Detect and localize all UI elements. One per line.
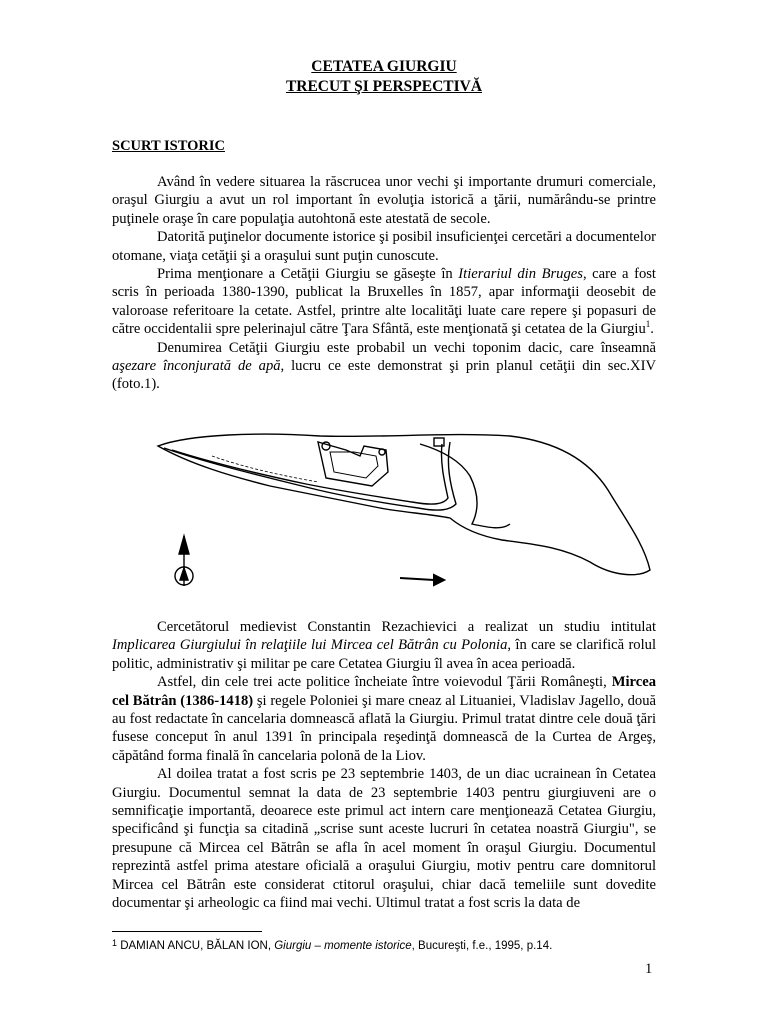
section-heading: SCURT ISTORIC (112, 138, 225, 154)
paragraph-text: Datorită puţinelor documente istorice şi posibil insuficienţei cercetări a documentelor otomane, viaţa cetăţii şi a oraşului sunt puţin cunoscute. (112, 229, 656, 264)
ruler-name: Mircea cel Bătrân (1386-1418) (112, 674, 656, 709)
paragraph (112, 228, 656, 265)
paragraph (112, 673, 656, 765)
paragraph-text: Denumirea Cetăţii Giurgiu este probabil un vechi toponim dacic, care înseamnă (157, 339, 656, 356)
outer-wall (164, 442, 456, 510)
footnote-number: 1 (112, 938, 118, 948)
paragraph (112, 618, 656, 673)
ditch-line (212, 456, 318, 482)
footnote-work: Giurgiu – momente istorice (274, 940, 412, 952)
emphasis-text: aşezare înconjurată de apă (112, 358, 281, 375)
text-block-history (112, 173, 656, 394)
island-outline (158, 434, 650, 575)
paragraph-text: şi regele Poloniei şi mare cneaz al Lituaniei, Vladislav Jagello, două au fost redactate în cancelaria domnească aflată la Giurgiu. Primul tratat dintre cele două ţări fusese conceput în anul 1391 în principala reşedinţă domnească de la Curtea de Argeş, căpătând forma finală în cancelaria polonă de la Liov. (112, 692, 656, 764)
title-line-1: CETATEA GIURGIU (311, 58, 457, 75)
paragraph-text: Al doilea tratat a fost scris pe 23 septembrie 1403, de un diac ucrainean în Cetatea Giurgiu. Documentul semnat la data de 23 septembrie 1403 pentru giurgiuveni are o semnificaţie importantă, deoarece este primul act intern care menţionează Cetatea Giurgiu, specificând şi funcţia sa citadină „scrise sunt aceste lucruri în cetatea noastră Giurgiu", se presupune că Mircea cel Bătrân se afla în acel moment în oraşul Giurgiu. Documentul reprezintă astfel prima atestare oficială a oraşului Giurgiu, motiv pentru care domnitorul Mircea cel Bătrân este considerat ctitorul oraşului, chiar dacă temeliile sunt dovedite documentar şi arheologic ca fiind mai vechi. Ultimul tratat a fost scris la data de (112, 766, 656, 912)
paragraph (112, 265, 656, 339)
title-line-2: TRECUT ŞI PERSPECTIVĂ (285, 78, 483, 95)
paragraph-text: , în care se clarifică rolul politic, administrativ şi militar pe care Cetatea Giurgiu îl avea în acea perioadă. (112, 637, 657, 672)
paragraph-text: Astfel, din cele trei acte politice încheiate între voievodul Ţării Româneşti, (157, 674, 612, 691)
paragraph (112, 173, 656, 228)
paragraph (112, 765, 656, 912)
compass-north-arrow-icon (175, 536, 193, 586)
footnote-rest: , Bucureşti, f.e., 1995, p.14. (411, 940, 553, 952)
footnote-authors: DAMIAN ANCU, BĂLAN ION, (117, 940, 275, 952)
text-block-treaties (112, 618, 656, 913)
citadel-inner (330, 452, 378, 478)
paragraph (112, 339, 656, 394)
inner-wall (172, 444, 448, 504)
paragraph-text: , lucru ce este demonstrat şi prin planul cetăţii din sec.XIV (foto.1). (112, 358, 656, 393)
fortress-plan-figure (150, 428, 656, 598)
footnote-divider (112, 931, 262, 932)
paragraph-text: Prima menţionare a Cetăţii Giurgiu se găseşte în (157, 266, 459, 283)
footnote (112, 938, 552, 952)
source-title: Itierariul din Bruges (458, 266, 583, 283)
paragraph-text: , care a fost scris în perioada 1380-1390, publicat la Bruxelles în 1857, apar informaţii deosebit de valoroase referitoare la cetate. Astfel, printre alte localităţi luate care repere şi popasuri de către occidentalii spre pelerinajul către Ţara Sfântă, este menţionată şi cetatea de la Giurgiu (112, 266, 656, 338)
study-title: Implicarea Giurgiului în relaţiile lui Mircea cel Bătrân cu Polonia (112, 637, 508, 654)
tower (322, 442, 330, 450)
page-number: 1 (645, 961, 653, 977)
paragraph-text: Cercetătorul medievist Constantin Rezachievici a realizat un studiu intitulat (157, 619, 656, 635)
footnote-ref[interactable]: 1 (645, 319, 651, 330)
river-flow-arrow-icon (400, 575, 444, 585)
paragraph-text: Având în vedere situarea la răscrucea unor vechi şi importante drumuri comerciale, oraşul Giurgiu a avut un rol important în evoluţia istorică a ţării, numărându-se printre puţinele oraşe în care populaţia autohtonă este atestată de secole. (112, 174, 656, 227)
title-block (0, 57, 768, 97)
paragraph-text: . (650, 321, 654, 338)
